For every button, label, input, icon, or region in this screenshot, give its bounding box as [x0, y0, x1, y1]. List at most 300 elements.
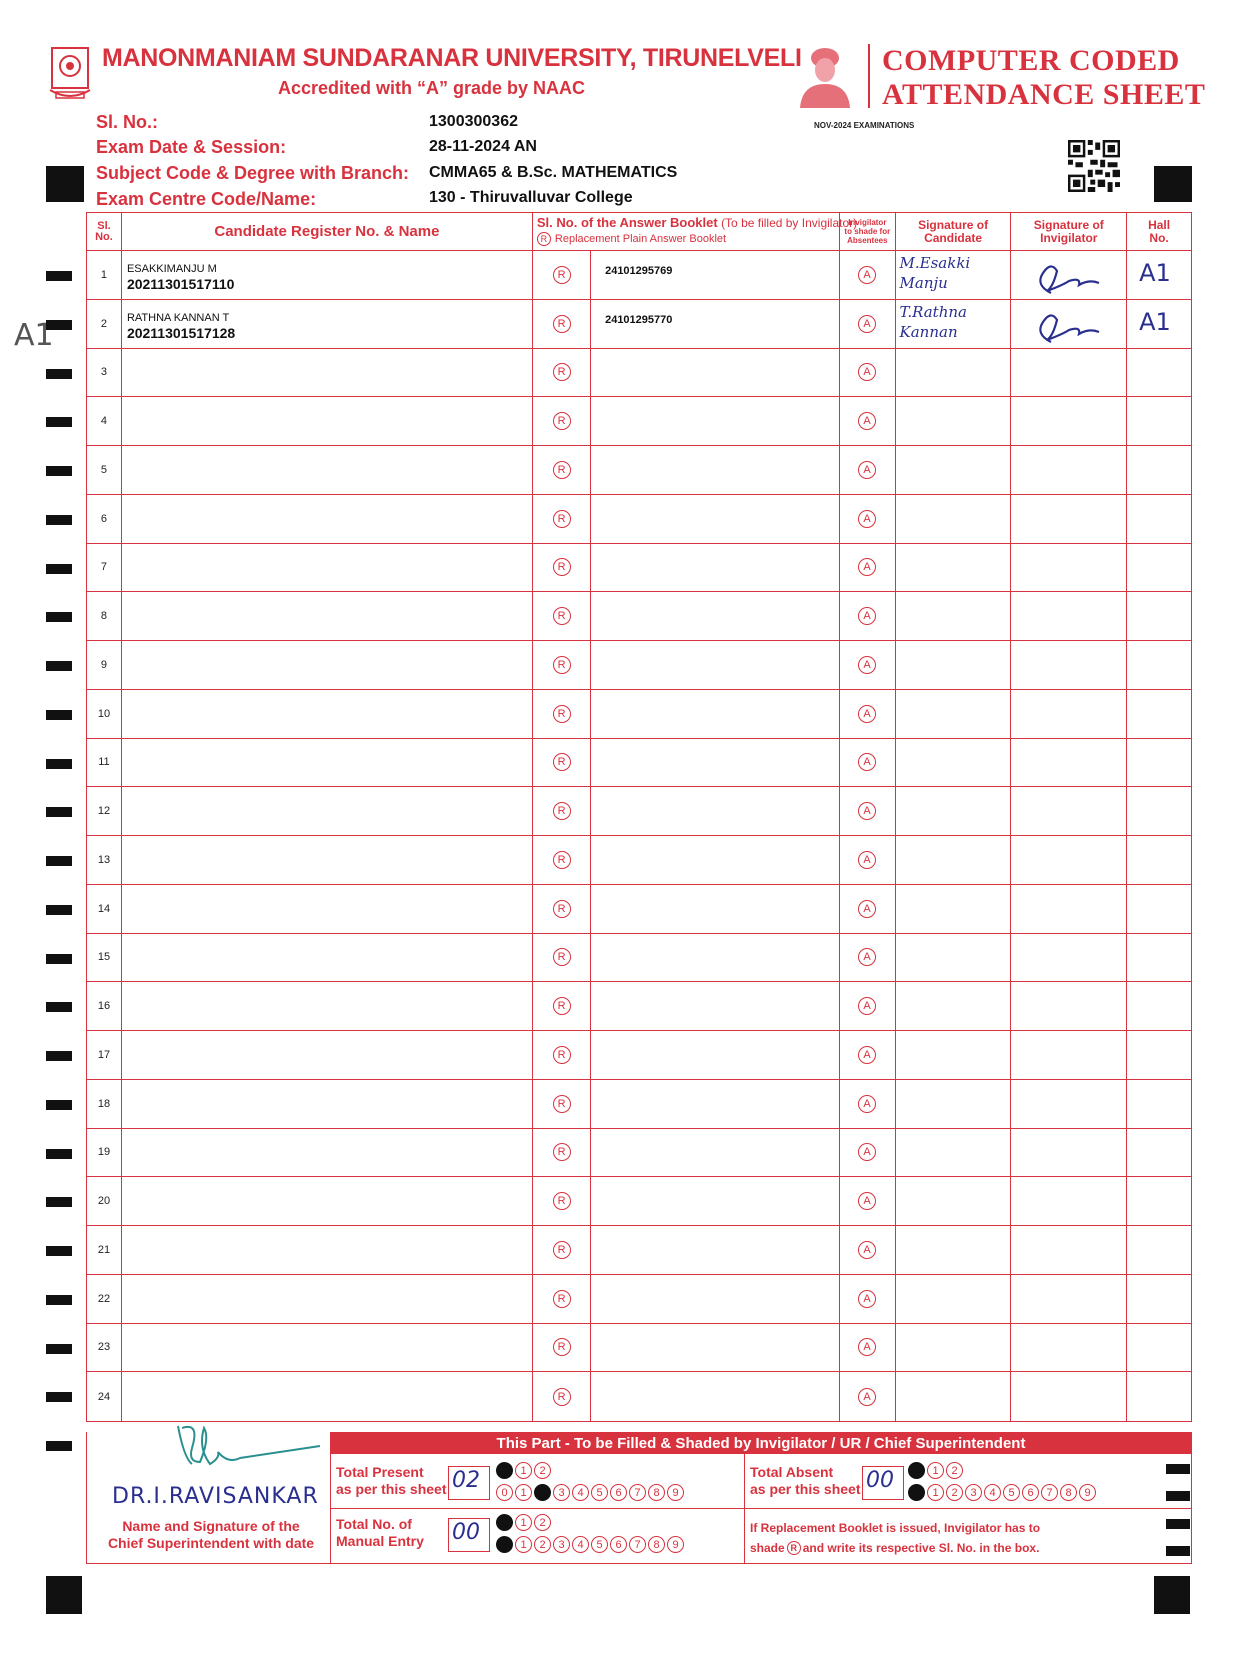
- row-hall-no[interactable]: [1127, 349, 1191, 397]
- sl-no-value: 1300300362: [429, 113, 518, 130]
- total-present-label: Total Present as per this sheet: [336, 1464, 447, 1497]
- digit-bubble[interactable]: 0: [496, 1536, 513, 1553]
- row-hall-no[interactable]: [1127, 1275, 1191, 1323]
- absent-bubble[interactable]: A: [858, 1290, 876, 1308]
- row-candidate: [122, 836, 533, 884]
- chief-signature: [170, 1418, 330, 1472]
- table-row: [87, 1177, 1191, 1226]
- row-hall-no[interactable]: [1127, 1324, 1191, 1372]
- row-booklet[interactable]: [591, 349, 840, 397]
- replacement-bubble[interactable]: R: [553, 461, 571, 479]
- row-candidate-signature[interactable]: [896, 641, 1012, 689]
- header-invigilator-shade: Invigilator to shade for Absentees: [840, 213, 896, 250]
- row-invigilator-signature[interactable]: [1011, 300, 1127, 348]
- row-candidate: [122, 1031, 533, 1079]
- row-candidate: [122, 982, 533, 1030]
- row-candidate-signature[interactable]: [896, 349, 1012, 397]
- row-booklet[interactable]: [591, 495, 840, 543]
- timing-mark: [46, 1002, 72, 1012]
- row-booklet[interactable]: [591, 1080, 840, 1128]
- table-row: [87, 495, 1191, 544]
- absent-bubble[interactable]: A: [858, 1338, 876, 1356]
- replacement-bubble[interactable]: R: [553, 607, 571, 625]
- row-booklet[interactable]: [591, 690, 840, 738]
- digit-bubble[interactable]: 3: [553, 1484, 570, 1501]
- row-candidate-signature[interactable]: [896, 1177, 1012, 1225]
- row-replacement: [533, 349, 591, 397]
- replacement-bubble[interactable]: R: [553, 851, 571, 869]
- digit-bubble[interactable]: 1: [515, 1536, 532, 1553]
- digit-bubble[interactable]: 6: [610, 1536, 627, 1553]
- timing-mark: [46, 1197, 72, 1207]
- digit-bubble[interactable]: 1: [515, 1462, 532, 1479]
- timing-mark: [46, 417, 72, 427]
- replacement-bubble[interactable]: R: [553, 1290, 571, 1308]
- table-row: [87, 397, 1191, 446]
- row-booklet[interactable]: [591, 544, 840, 592]
- row-candidate: [122, 592, 533, 640]
- replacement-bubble[interactable]: R: [553, 266, 571, 284]
- timing-mark: [46, 807, 72, 817]
- row-replacement: [533, 1275, 591, 1323]
- row-absent: [840, 1129, 896, 1177]
- timing-mark: [46, 612, 72, 622]
- total-present-value: 02: [452, 1468, 480, 1493]
- row-hall-no[interactable]: [1127, 787, 1191, 835]
- table-row: [87, 739, 1191, 788]
- row-sl: 10: [87, 690, 122, 738]
- row-candidate-signature[interactable]: [896, 251, 1012, 299]
- row-candidate-signature[interactable]: [896, 739, 1012, 787]
- row-invigilator-signature[interactable]: [1011, 934, 1127, 982]
- row-invigilator-signature[interactable]: [1011, 641, 1127, 689]
- table-row: [87, 1324, 1191, 1373]
- row-invigilator-signature[interactable]: [1011, 885, 1127, 933]
- replacement-bubble[interactable]: R: [553, 315, 571, 333]
- row-candidate-signature[interactable]: [896, 787, 1012, 835]
- digit-bubble[interactable]: 9: [667, 1536, 684, 1553]
- exam-date-value: 28-11-2024 AN: [429, 138, 537, 155]
- row-invigilator-signature[interactable]: [1011, 739, 1127, 787]
- absent-bubble[interactable]: A: [858, 363, 876, 381]
- row-invigilator-signature[interactable]: [1011, 787, 1127, 835]
- replacement-note: If Replacement Booklet is issued, Invigilator has to shade R and write its respective Sl. No. in the box.: [750, 1521, 1041, 1555]
- replacement-bubble[interactable]: R: [553, 900, 571, 918]
- digit-bubble[interactable]: 0: [496, 1514, 513, 1531]
- row-candidate: [122, 544, 533, 592]
- row-invigilator-signature[interactable]: [1011, 397, 1127, 445]
- row-booklet[interactable]: [591, 1226, 840, 1274]
- timing-mark-r3: [1166, 1519, 1190, 1529]
- absent-bubble[interactable]: A: [858, 266, 876, 284]
- row-sl: 1: [87, 251, 122, 299]
- replacement-bubble[interactable]: R: [553, 753, 571, 771]
- row-invigilator-signature[interactable]: [1011, 1080, 1127, 1128]
- replacement-bubble[interactable]: R: [553, 948, 571, 966]
- digit-bubble[interactable]: 0: [496, 1462, 513, 1479]
- row-hall-no[interactable]: [1127, 495, 1191, 543]
- absent-bubble[interactable]: A: [858, 851, 876, 869]
- row-booklet[interactable]: [591, 1372, 840, 1421]
- row-replacement: [533, 934, 591, 982]
- absent-bubble[interactable]: A: [858, 1241, 876, 1259]
- digit-bubble[interactable]: 3: [553, 1536, 570, 1553]
- timing-mark: [46, 515, 72, 525]
- row-replacement: [533, 300, 591, 348]
- digit-bubble[interactable]: 9: [1079, 1484, 1096, 1501]
- candidate-reg-no: 20211301517128: [126, 324, 236, 341]
- absent-bubble[interactable]: A: [858, 753, 876, 771]
- absent-bubble[interactable]: A: [858, 558, 876, 576]
- row-absent: [840, 300, 896, 348]
- booklet-no: 24101295769: [605, 265, 673, 277]
- row-candidate-signature[interactable]: [896, 1031, 1012, 1079]
- table-row: [87, 349, 1191, 398]
- digit-bubble[interactable]: 2: [534, 1484, 551, 1501]
- row-invigilator-signature[interactable]: [1011, 544, 1127, 592]
- portrait-emblem: [792, 42, 858, 108]
- digit-bubble[interactable]: 2: [946, 1484, 963, 1501]
- digit-bubble[interactable]: 0: [908, 1484, 925, 1501]
- corner-mark-tr: [1154, 166, 1192, 202]
- row-candidate-signature[interactable]: [896, 1129, 1012, 1177]
- replacement-bubble[interactable]: R: [553, 1241, 571, 1259]
- subject-value: CMMA65 & B.Sc. MATHEMATICS: [429, 164, 678, 181]
- replacement-bubble[interactable]: R: [553, 412, 571, 430]
- booklet-no: 24101295770: [605, 313, 673, 326]
- candidate-name: ESAKKIMANJU M: [126, 263, 217, 275]
- digit-bubble[interactable]: 4: [572, 1536, 589, 1553]
- row-candidate-signature[interactable]: [896, 446, 1012, 494]
- absent-bubble[interactable]: A: [858, 1388, 876, 1406]
- row-invigilator-signature[interactable]: [1011, 1226, 1127, 1274]
- row-replacement: [533, 1177, 591, 1225]
- row-booklet[interactable]: [591, 1275, 840, 1323]
- absent-bubble[interactable]: A: [858, 948, 876, 966]
- row-booklet[interactable]: [591, 300, 840, 348]
- absent-units-bubbles: [908, 1484, 1096, 1501]
- row-sl: 22: [87, 1275, 122, 1323]
- row-candidate: [122, 495, 533, 543]
- row-candidate: [122, 1324, 533, 1372]
- row-booklet[interactable]: [591, 787, 840, 835]
- absent-bubble[interactable]: A: [858, 900, 876, 918]
- row-hall-no[interactable]: [1127, 690, 1191, 738]
- row-invigilator-signature[interactable]: [1011, 1129, 1127, 1177]
- row-invigilator-signature[interactable]: [1011, 1324, 1127, 1372]
- table-row: [87, 1372, 1191, 1421]
- row-absent: [840, 1080, 896, 1128]
- row-booklet[interactable]: [591, 1177, 840, 1225]
- hall-no: A1: [1139, 259, 1171, 287]
- row-hall-no[interactable]: [1127, 885, 1191, 933]
- row-replacement: [533, 787, 591, 835]
- row-replacement: [533, 982, 591, 1030]
- row-hall-no[interactable]: [1127, 1080, 1191, 1128]
- row-booklet[interactable]: [591, 836, 840, 884]
- digit-bubble[interactable]: 1: [515, 1514, 532, 1531]
- row-candidate-signature[interactable]: [896, 544, 1012, 592]
- digit-bubble[interactable]: 4: [572, 1484, 589, 1501]
- row-candidate: [122, 787, 533, 835]
- row-booklet[interactable]: [591, 934, 840, 982]
- absent-bubble[interactable]: A: [858, 802, 876, 820]
- row-hall-no[interactable]: [1127, 544, 1191, 592]
- exam-series: NOV-2024 EXAMINATIONS: [814, 121, 915, 130]
- row-invigilator-signature[interactable]: [1011, 836, 1127, 884]
- absent-tens-bubbles: [908, 1462, 963, 1479]
- row-invigilator-signature[interactable]: [1011, 446, 1127, 494]
- table-row: [87, 1080, 1191, 1129]
- replacement-bubble[interactable]: R: [553, 1095, 571, 1113]
- centre-label: Exam Centre Code/Name:: [96, 189, 317, 209]
- row-replacement: [533, 1324, 591, 1372]
- timing-mark: [46, 954, 72, 964]
- replacement-bubble[interactable]: R: [553, 510, 571, 528]
- row-booklet[interactable]: [591, 397, 840, 445]
- timing-mark: [46, 759, 72, 769]
- header-invigilator-signature: Signature of Invigilator: [1011, 213, 1127, 250]
- row-hall-no[interactable]: [1127, 1372, 1191, 1421]
- row-candidate: [122, 251, 533, 299]
- row-booklet[interactable]: [591, 641, 840, 689]
- row-hall-no[interactable]: [1127, 1031, 1191, 1079]
- digit-bubble[interactable]: 6: [610, 1484, 627, 1501]
- absent-bubble[interactable]: A: [858, 510, 876, 528]
- table-row: [87, 300, 1191, 349]
- row-booklet[interactable]: [591, 1129, 840, 1177]
- absent-bubble[interactable]: A: [858, 607, 876, 625]
- digit-bubble[interactable]: 8: [648, 1536, 665, 1553]
- digit-bubble[interactable]: 5: [591, 1484, 608, 1501]
- replacement-bubble[interactable]: R: [553, 997, 571, 1015]
- replacement-bubble[interactable]: R: [553, 1388, 571, 1406]
- candidate-name: RATHNA KANNAN T: [126, 311, 230, 324]
- row-candidate-signature[interactable]: [896, 885, 1012, 933]
- row-hall-no[interactable]: [1127, 641, 1191, 689]
- row-hall-no[interactable]: [1127, 446, 1191, 494]
- row-absent: [840, 641, 896, 689]
- absent-bubble[interactable]: A: [858, 1095, 876, 1113]
- row-booklet[interactable]: [591, 251, 840, 299]
- row-absent: [840, 544, 896, 592]
- row-candidate-signature[interactable]: [896, 836, 1012, 884]
- replacement-bubble[interactable]: R: [553, 705, 571, 723]
- row-booklet[interactable]: [591, 1324, 840, 1372]
- replacement-bubble[interactable]: R: [553, 1046, 571, 1064]
- row-booklet[interactable]: [591, 885, 840, 933]
- row-replacement: [533, 251, 591, 299]
- digit-bubble[interactable]: 6: [1022, 1484, 1039, 1501]
- replacement-bubble[interactable]: R: [553, 1338, 571, 1356]
- row-candidate-signature[interactable]: [896, 495, 1012, 543]
- table-header: [87, 213, 1191, 251]
- row-hall-no[interactable]: [1127, 1177, 1191, 1225]
- row-sl: 7: [87, 544, 122, 592]
- row-candidate-signature[interactable]: [896, 934, 1012, 982]
- row-invigilator-signature[interactable]: [1011, 592, 1127, 640]
- row-absent: [840, 1275, 896, 1323]
- row-hall-no[interactable]: [1127, 836, 1191, 884]
- absent-bubble[interactable]: A: [858, 1192, 876, 1210]
- row-invigilator-signature[interactable]: [1011, 495, 1127, 543]
- row-booklet[interactable]: [591, 446, 840, 494]
- table-row: [87, 592, 1191, 641]
- candidate-signature: T.Rathna Kannan: [899, 302, 967, 341]
- timing-mark: [46, 1344, 72, 1354]
- absent-bubble[interactable]: A: [858, 1143, 876, 1161]
- footer-section: [86, 1432, 1192, 1564]
- digit-bubble[interactable]: 5: [1003, 1484, 1020, 1501]
- digit-bubble[interactable]: 0: [908, 1462, 925, 1479]
- invigilator-signature: [1029, 306, 1109, 344]
- row-candidate: [122, 641, 533, 689]
- footer-divider-3: [330, 1508, 1192, 1509]
- row-candidate: [122, 1226, 533, 1274]
- row-hall-no[interactable]: [1127, 397, 1191, 445]
- timing-mark: [46, 661, 72, 671]
- timing-mark-r1: [1166, 1464, 1190, 1474]
- header-booklet: Sl. No. of the Answer Booklet (To be filled by Invigilator) R Replacement Plain Answer Booklet: [533, 213, 840, 250]
- row-absent: [840, 690, 896, 738]
- replacement-note-symbol: R: [787, 1541, 801, 1555]
- digit-bubble[interactable]: 2: [534, 1462, 551, 1479]
- row-candidate: [122, 739, 533, 787]
- row-replacement: [533, 592, 591, 640]
- university-logo: [46, 46, 94, 100]
- margin-note: A1: [14, 318, 54, 353]
- row-booklet[interactable]: [591, 982, 840, 1030]
- row-absent: [840, 934, 896, 982]
- row-candidate-signature[interactable]: [896, 1226, 1012, 1274]
- row-candidate: [122, 1275, 533, 1323]
- row-hall-no[interactable]: [1127, 934, 1191, 982]
- row-hall-no[interactable]: [1127, 592, 1191, 640]
- row-replacement: [533, 1080, 591, 1128]
- row-sl: 15: [87, 934, 122, 982]
- row-candidate-signature[interactable]: [896, 397, 1012, 445]
- row-invigilator-signature[interactable]: [1011, 349, 1127, 397]
- footer-banner: This Part - To be Filled & Shaded by Invigilator / UR / Chief Superintendent: [330, 1432, 1192, 1454]
- row-hall-no[interactable]: [1127, 1226, 1191, 1274]
- table-row: [87, 982, 1191, 1031]
- row-absent: [840, 446, 896, 494]
- row-invigilator-signature[interactable]: [1011, 690, 1127, 738]
- table-row: [87, 1031, 1191, 1080]
- row-candidate-signature[interactable]: [896, 592, 1012, 640]
- absent-bubble[interactable]: A: [858, 656, 876, 674]
- digit-bubble[interactable]: 1: [927, 1484, 944, 1501]
- replacement-bubble[interactable]: R: [553, 363, 571, 381]
- row-candidate-signature[interactable]: [896, 690, 1012, 738]
- total-absent-value: 00: [866, 1468, 894, 1493]
- digit-bubble[interactable]: 5: [591, 1536, 608, 1553]
- row-invigilator-signature[interactable]: [1011, 1275, 1127, 1323]
- header-candidate-signature: Signature of Candidate: [896, 213, 1012, 250]
- digit-bubble[interactable]: 7: [629, 1484, 646, 1501]
- absent-bubble[interactable]: A: [858, 461, 876, 479]
- absent-bubble[interactable]: A: [858, 997, 876, 1015]
- row-invigilator-signature[interactable]: [1011, 1177, 1127, 1225]
- row-invigilator-signature[interactable]: [1011, 982, 1127, 1030]
- row-candidate-signature[interactable]: [896, 982, 1012, 1030]
- digit-bubble[interactable]: 3: [965, 1484, 982, 1501]
- candidate-reg-no: 20211301517110: [126, 276, 235, 292]
- row-hall-no[interactable]: [1127, 739, 1191, 787]
- row-sl: 24: [87, 1372, 122, 1421]
- table-row: [87, 446, 1191, 495]
- row-absent: [840, 397, 896, 445]
- absent-bubble[interactable]: A: [858, 705, 876, 723]
- row-invigilator-signature[interactable]: [1011, 251, 1127, 299]
- row-candidate-signature[interactable]: [896, 1080, 1012, 1128]
- row-candidate-signature[interactable]: [896, 1324, 1012, 1372]
- digit-bubble[interactable]: 1: [515, 1484, 532, 1501]
- footer-divider-1: [330, 1454, 331, 1564]
- digit-bubble[interactable]: 2: [534, 1514, 551, 1531]
- digit-bubble[interactable]: 1: [927, 1462, 944, 1479]
- replacement-bubble[interactable]: R: [553, 656, 571, 674]
- row-hall-no[interactable]: [1127, 982, 1191, 1030]
- exam-date-label: Exam Date & Session:: [96, 137, 287, 157]
- row-invigilator-signature[interactable]: [1011, 1372, 1127, 1421]
- row-booklet[interactable]: [591, 739, 840, 787]
- manual-entry-label: Total No. of Manual Entry: [336, 1516, 424, 1549]
- row-invigilator-signature[interactable]: [1011, 1031, 1127, 1079]
- row-replacement: [533, 397, 591, 445]
- digit-bubble[interactable]: 8: [648, 1484, 665, 1501]
- digit-bubble[interactable]: 8: [1060, 1484, 1077, 1501]
- manual-tens-bubbles: [496, 1514, 551, 1531]
- digit-bubble[interactable]: 9: [667, 1484, 684, 1501]
- invigilator-signature: [1029, 257, 1109, 295]
- replacement-bubble[interactable]: R: [553, 1192, 571, 1210]
- replacement-bubble[interactable]: R: [553, 1143, 571, 1161]
- row-hall-no[interactable]: [1127, 251, 1191, 299]
- row-hall-no[interactable]: [1127, 1129, 1191, 1177]
- digit-bubble[interactable]: 4: [984, 1484, 1001, 1501]
- row-booklet[interactable]: [591, 1031, 840, 1079]
- digit-bubble[interactable]: 2: [946, 1462, 963, 1479]
- absent-bubble[interactable]: A: [858, 412, 876, 430]
- absent-bubble[interactable]: A: [858, 315, 876, 333]
- row-absent: [840, 495, 896, 543]
- timing-mark: [46, 271, 72, 281]
- row-candidate-signature[interactable]: [896, 1372, 1012, 1421]
- header-divider: [868, 44, 870, 108]
- row-hall-no[interactable]: [1127, 300, 1191, 348]
- sheet-title: COMPUTER CODED ATTENDANCE SHEET: [882, 44, 1206, 111]
- digit-bubble[interactable]: 7: [629, 1536, 646, 1553]
- digit-bubble[interactable]: 7: [1041, 1484, 1058, 1501]
- row-sl: 20: [87, 1177, 122, 1225]
- row-booklet[interactable]: [591, 592, 840, 640]
- replacement-bubble[interactable]: R: [553, 802, 571, 820]
- row-candidate-signature[interactable]: [896, 1275, 1012, 1323]
- row-candidate-signature[interactable]: [896, 300, 1012, 348]
- university-name: MANONMANIAM SUNDARANAR UNIVERSITY, TIRUNELVELI: [102, 44, 802, 72]
- replacement-bubble[interactable]: R: [553, 558, 571, 576]
- row-absent: [840, 349, 896, 397]
- corner-mark-br: [1154, 1576, 1190, 1614]
- digit-bubble[interactable]: 0: [496, 1484, 513, 1501]
- total-absent-label: Total Absent as per this sheet: [750, 1464, 861, 1497]
- row-sl: 16: [87, 982, 122, 1030]
- absent-bubble[interactable]: A: [858, 1046, 876, 1064]
- digit-bubble[interactable]: 2: [534, 1536, 551, 1553]
- row-replacement: [533, 1226, 591, 1274]
- row-sl: 3: [87, 349, 122, 397]
